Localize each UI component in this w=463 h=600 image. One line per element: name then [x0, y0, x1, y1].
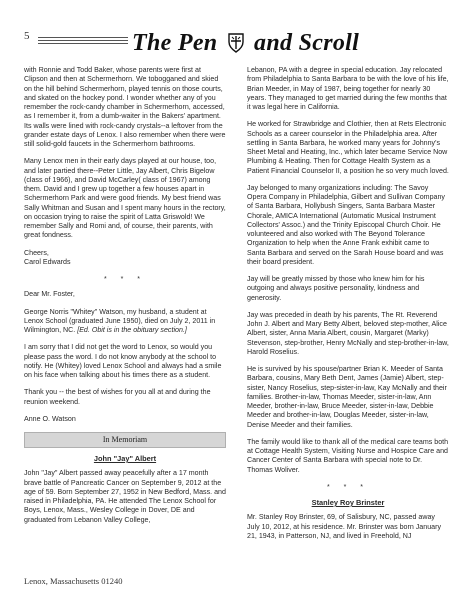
masthead: [24, 26, 448, 60]
in-memoriam-banner: In Memoriam: [24, 432, 226, 448]
letter-paragraph: I am sorry that I did not get the word to Lenox, so would you please pass the word. I do not know anybody at the school to notify. He (Whitey) loved Lenox School and always had a smile on his face when talking about his times there as a student.: [24, 343, 222, 379]
obituary-paragraph: Jay belonged to many organizations including: The Savoy Opera Company in Philadelphia, Gilbert and Sullivan Company of Santa Barbara, Hollybush Singers, Santa Barbara Master Chorale, AMICA International (Automatic Musical Instrument Collectors' Assoc.) and the Trinity Episcopal Church Choir. He volunteered and also worked with The Beyond Tolerance Organization to help when the Anne Frank exhibit came to Santa Barbara and served on the Sarah House board and was their board president.: [247, 183, 445, 266]
obituary-paragraph: Lebanon, PA with a degree in special education. Jay relocated from Philadelphia to Santa Barbara to be with the love of his life, Brian Meeder, in May of 1987, being together for nearly 30 years. They managed to get married during the few months that it was legal here in California.: [247, 66, 449, 111]
right-column: [247, 66, 449, 541]
newsletter-title: [132, 26, 448, 60]
letter-signoff: Cheers,: [24, 248, 49, 257]
obituary-paragraph: He worked for Strawbridge and Clothier, then at Rets Electronic Schools as a career counselor in the Philadelphia area. After settling in Santa Barbara, he worked many years for Johnny's Sheet Metal and Heating, Inc., which later became Service Now Plumbing & Heating. Then for Cottage Health System as a Patient Financial Counselor II, a position he so very much loved.: [247, 120, 449, 175]
obituary-paragraph: Jay will be greatly missed by those who knew him for his outgoing and always positive personality, kindness and generosity.: [247, 275, 425, 302]
footer-address: Lenox, Massachusetts 01240: [24, 576, 123, 586]
obituary-paragraph: Jay was preceded in death by his parents, The Rt. Reverend John J. Albert and Mary Betty Albert, beloved step-mother, Alice Albert, sister, Anna Maria Albert, cousin, Margaret (Marky) Stevenson, step-brother, Henry McNally and step-brother-in-law, Harold Roselius.: [247, 310, 449, 356]
letter-paragraph: [24, 308, 226, 336]
letter-paragraph: with Ronnie and Todd Baker, whose parents were first at Clipson and then at Schermerhorn. We tobogganed and skied on the hill behind Schermerhorn, played tennis on those courts, and skated on the hockey pond. I wonder whether any of you remember the rock-candy chamber in Schermerhorn, accessed, as I remember it, from a dumb-waiter in the Bakers' apartment. Its walls were lined with rock-candy crystals--a leftover from the grander estate days of Lenox. I also remember when there were still solid-gold faucets in the Schermerhorn bathrooms.: [24, 66, 226, 148]
masthead-rule: [38, 43, 128, 44]
title-part-2: and Scroll: [254, 30, 360, 56]
page-number: 5: [24, 30, 30, 42]
obituary-name: Stanley Roy Brinster: [311, 498, 385, 507]
masthead-rule: [38, 40, 128, 41]
section-separator: * * *: [103, 276, 147, 283]
letter-paragraph: Many Lenox men in their early days played at our house, too, and later partied there--Peter Little, Jay Albert, Chris Bigelow (class of 1966), and David McCarley( class of 1967) among them. David and I grew up together a few houses apart in Schermerhorn Park and were good friends. My best friend was Sally Whitman and Susan and I spent many hours in the rectory, on occasion trying to raise the spirit of Latta Griswold! We remember Sally and Romi and, of course, their parents, with great fondness.: [24, 157, 226, 240]
letter-paragraph: Thank you -- the best of wishes for you all at and during the reunion weekend.: [24, 388, 211, 406]
letter-text: George Norris "Whitey" Watson, my husband, a student at Lenox School (graduated June 1950), died on July 2, 2011 in Wilmington, NC.: [24, 307, 216, 334]
obituary-paragraph: The family would like to thank all of the medical care teams both at Cottage Health System, Visiting Nurse and Hospice Care and Cancer Center of Santa Barbara with special note to Dr. Thomas Woliver.: [247, 437, 449, 474]
title-part-1: The Pen: [132, 30, 218, 56]
letter-signature: Carol Edwards: [24, 257, 71, 266]
left-column: [24, 66, 226, 525]
editor-note: [Ed. Obit is in the obituary section.]: [77, 326, 187, 334]
crest-icon: [228, 33, 244, 53]
obituary-name: John "Jay" Albert: [93, 454, 157, 463]
masthead-rule: [38, 37, 128, 38]
obituary-text: John "Jay" Albert passed away peacefully after a 17 month brave battle of Pancreatic Cancer on September 9, 2012 at the age of 59. Born September 27, 1952 in New Bedford, Mass. and raised in Philadelphia, PA. He attended The Lenox School for Boys, Lenox, Mass., Wesley College in Dover, DE and graduated from Lebanon Valley College,: [24, 469, 226, 524]
section-separator: * * *: [326, 483, 370, 491]
letter-salutation: Dear Mr. Foster,: [24, 290, 75, 299]
obituary-text: Mr. Stanley Roy Brinster, 69, of Salisbury, NC, passed away July 10, 2012, at his residence. Mr. Brinster was born January 21, 1943, in Patterson, NJ, and lived in Freehold, NJ: [247, 513, 441, 540]
letter-signature: Anne O. Watson: [24, 414, 76, 423]
obituary-paragraph: He is survived by his spouse/partner Brian K. Meeder of Santa Barbara, cousins, Mary Beth Dent, James (Jamie) Albert, step-sister, Nancy Roselius, step-sister-in-law, Kay McNally and their families. Brother-in-law, Thomas Meeder, sister-in-law, Ann Meeder, brother-in-law, Bruce Meeder, sister-in-law, Debbie Meeder and brother-in-law, Douglas Meeder, sister-in-law, Denise Meeder and their families.: [247, 365, 447, 429]
